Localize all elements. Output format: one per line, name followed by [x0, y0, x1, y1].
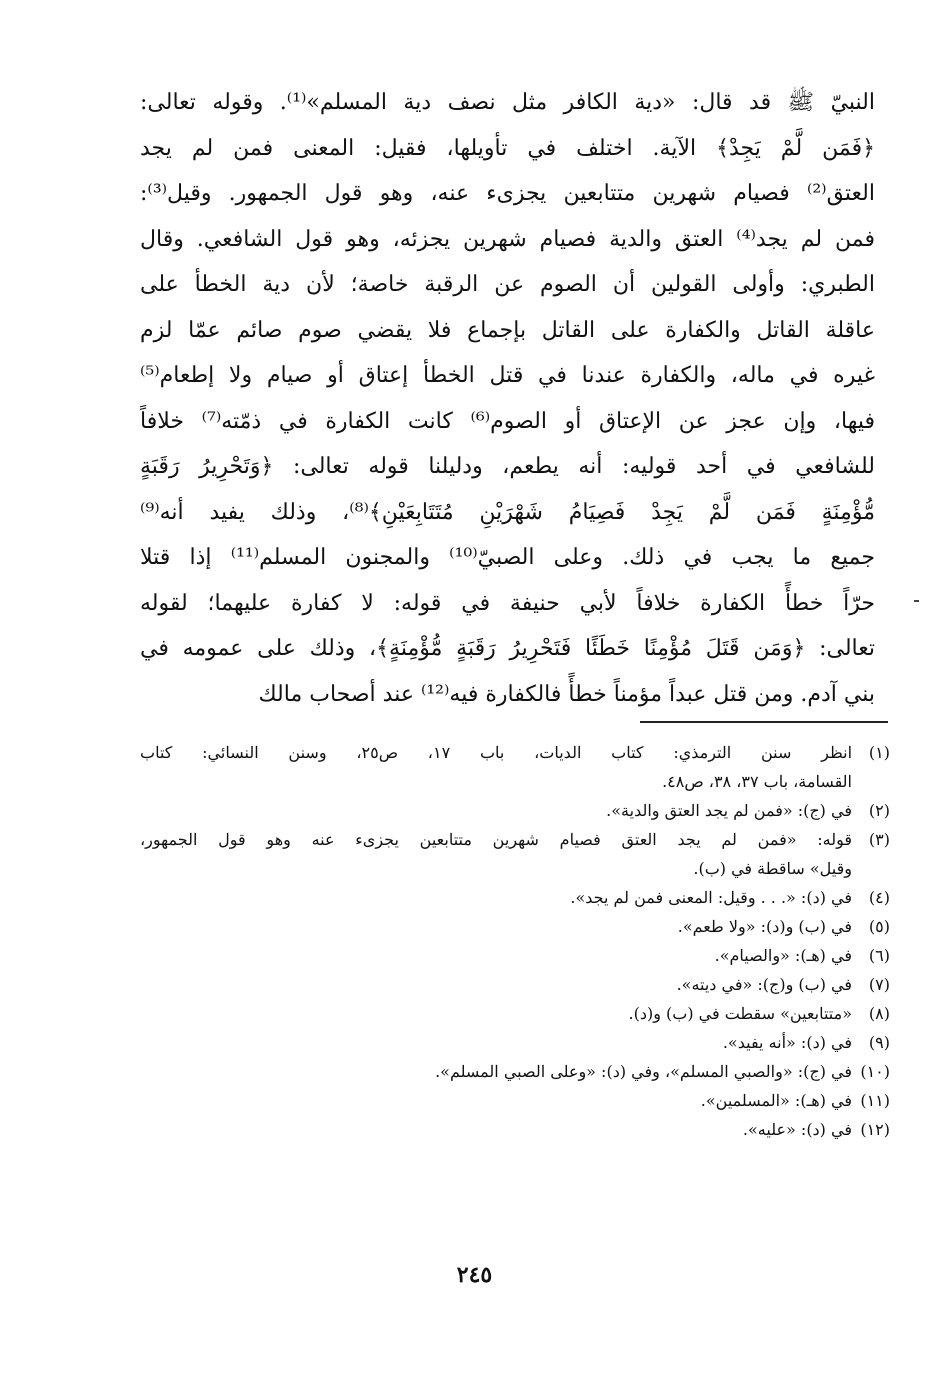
footnote [140, 825, 890, 883]
text-line: فمن لم يجد⁽⁴⁾ العتق والدية فصيام شهرين يجزئه، وهو قول الشافعي. وقال [140, 226, 875, 252]
footnotes [140, 738, 890, 1144]
footnote-text: «متتابعين» سقطت في (ب) و(د). [628, 1004, 852, 1023]
footnote-line [140, 1028, 890, 1057]
footnote-number: (١٠) [860, 1062, 890, 1081]
footnote-number: (١١) [860, 1091, 890, 1110]
text-line: حرّاً خطأً الكفارة خلافاً لأبي حنيفة في قوله: لا كفارة عليهما؛ لقوله [140, 590, 875, 616]
footnote [140, 1028, 890, 1057]
footnote [140, 970, 890, 999]
main-text [140, 80, 875, 717]
footnote-line [140, 912, 890, 941]
footnote [140, 1086, 890, 1115]
footnote-number: (٩) [868, 1033, 890, 1052]
footnote-text: في (ج): «والصبي المسلم»، وفي (د): «وعلى الصبي المسلم». [435, 1062, 852, 1081]
footnote-number: (٤) [868, 888, 890, 907]
footnote-text: في (د): «. . . وقيل: المعنى فمن لم يجد». [570, 888, 852, 907]
footnote-text: في (هـ): «المسلمين». [700, 1091, 852, 1110]
page-number: ٢٤٥ [456, 1262, 493, 1288]
footnote [140, 796, 890, 825]
footnote-text: القسامة، باب ٣٧، ٣٨، ص٤٨. [662, 772, 852, 791]
footnote [140, 1057, 890, 1086]
footnote-number: (٥) [868, 917, 890, 936]
margin-mark [914, 600, 919, 602]
text-line: فيها، وإن عجز عن الإعتاق أو الصوم⁽⁶⁾ كانت الكفارة في ذمّته⁽⁷⁾ خلافاً [140, 408, 875, 434]
footnote-text: في (د): «أنه يفيد». [722, 1033, 852, 1052]
footnote-line [140, 1086, 890, 1115]
footnote-number: (٦) [868, 946, 890, 965]
text-line: للشافعي في أحد قوليه: أنه يطعم، ودليلنا قوله تعالى: ﴿وَتَحْرِيرُ رَقَبَةٍ [140, 454, 875, 479]
footnote-number: (١) [868, 743, 890, 762]
text-line: غيره في ماله، والكفارة عندنا في قتل الخطأ إعتاق أو صيام ولا إطعام⁽⁵⁾ [140, 363, 875, 388]
footnote-text: في (ج): «فمن لم يجد العتق والدية». [606, 801, 852, 820]
text-line: مُّؤْمِنَةٍ فَمَن لَّمْ يَجِدْ فَصِيَامُ شَهْرَيْنِ مُتَتَابِعَيْنِ﴾⁽⁸⁾، وذلك يفيد أنه⁽⁹⁾ [140, 499, 875, 525]
footnote-number: (٣) [868, 830, 890, 849]
text-line: الطبري: وأولى القولين أن الصوم عن الرقبة خاصة؛ لأن دية الخطأ على [140, 272, 875, 297]
footnote [140, 1115, 890, 1144]
footnote-line [140, 1057, 890, 1086]
footnote-number: (٢) [868, 801, 890, 820]
footnote-line [140, 970, 890, 999]
text-line: جميع ما يجب في ذلك. وعلى الصبيّ⁽¹⁰⁾ والمجنون المسلم⁽¹¹⁾ إذا قتلا [140, 545, 875, 570]
footnote [140, 883, 890, 912]
footnote [140, 738, 890, 796]
footnote-number: (١٢) [860, 1120, 890, 1139]
text-line: بني آدم. ومن قتل عبداً مؤمناً خطأً فالكفارة فيه⁽¹²⁾ عند أصحاب مالك [258, 681, 875, 707]
text-line: العتق⁽²⁾ فصيام شهرين متتابعين يجزىء عنه، وهو قول الجمهور. وقيل⁽³⁾: [140, 181, 875, 206]
text-line: تعالى: ﴿وَمَن قَتَلَ مُؤْمِنًا خَطَئًا فَتَحْرِيرُ رَقَبَةٍ مُّؤْمِنَةٍ﴾، وذلك على عمومه في [140, 636, 875, 661]
footnote-line [140, 738, 890, 767]
footnote-text: قوله: «فمن لم يجد العتق فصيام شهرين متتابعين يجزىء عنه وهو قول الجمهور، [140, 830, 852, 849]
footnote-text: في (هـ): «والصيام». [714, 946, 852, 965]
footnote-number: (٨) [868, 1004, 890, 1023]
text-line: عاقلة القاتل والكفارة على القاتل بإجماع فلا يقضي صوم صائم عمّا لزم [140, 317, 875, 343]
text-line: النبيّ ﷺ قد قال: «دية الكافر مثل نصف دية المسلم»⁽¹⁾. وقوله تعالى: [140, 90, 875, 115]
footnote-text: في (ب) و(ج): «في ديته». [676, 975, 852, 994]
footnote-line [140, 1115, 890, 1144]
footnote-text: في (د): «عليه». [742, 1120, 852, 1139]
footnote-text: انظر سنن الترمذي: كتاب الديات، باب ١٧، ص٢٥، وسنن النسائي: كتاب [140, 743, 853, 762]
footnote [140, 912, 890, 941]
footnote-text: وقيل» ساقطة في (ب). [693, 859, 852, 878]
footnote-separator [640, 721, 888, 723]
footnote-line [140, 999, 890, 1028]
text-line: ﴿فَمَن لَّمْ يَجِدْ﴾ الآية. اختلف في تأويلها، فقيل: المعنى فمن لم يجد [140, 135, 875, 161]
footnote-text: في (ب) و(د): «ولا طعم». [677, 917, 852, 936]
footnote-line [140, 796, 890, 825]
footnote [140, 999, 890, 1028]
footnote-number: (٧) [868, 975, 890, 994]
footnote-line [140, 883, 890, 912]
footnote [140, 941, 890, 970]
footnote-line [140, 825, 890, 854]
footnote-line [140, 941, 890, 970]
